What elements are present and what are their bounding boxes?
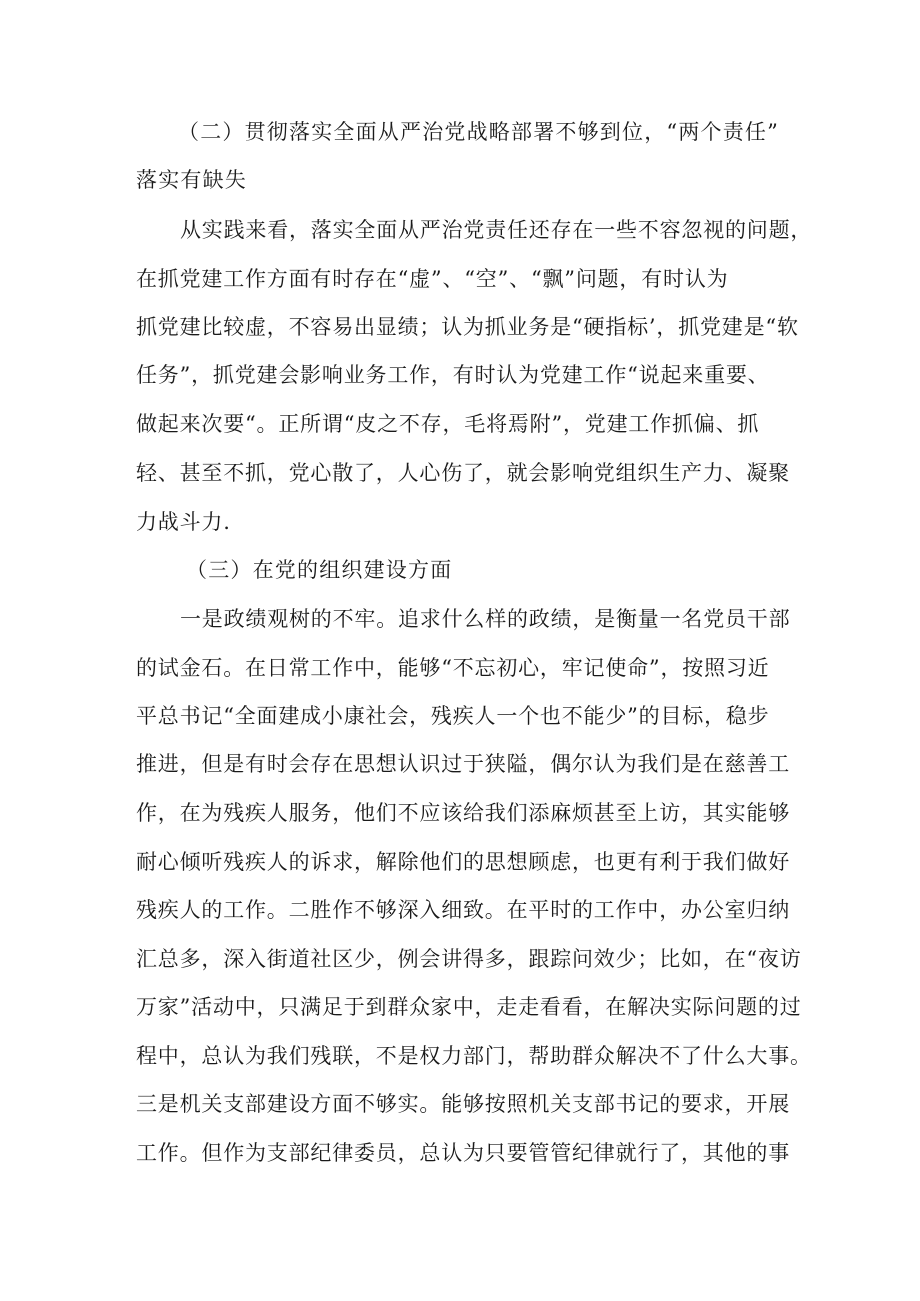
section-three-body-line-12: 工作。但作为支部纪律委员，总认为只要管管纪律就行了，其他的事: [136, 1141, 790, 1165]
section-three-body-line-9: 万家”活动中，只满足于到群众家中，走走看看，在解决实际问题的过: [136, 995, 802, 1019]
section-three-body-line-7: 残疾人的工作。二胜作不够深入细致。在平时的工作中，办公室归纳: [136, 898, 790, 922]
section-three-body-line-2: 的试金石。在日常工作中，能够“不忘初心，牢记使命”，按照习近: [136, 656, 770, 680]
section-three-heading: （三）在党的组织建设方面: [186, 558, 453, 582]
section-two-body-line-5: 做起来次要“。正所谓“皮之不存，毛将焉附”，党建工作抓偏、抓: [136, 412, 760, 436]
section-three-body-line-5: 作，在为残疾人服务，他们不应该给我们添麻烦甚至上访，其实能够: [136, 801, 790, 825]
section-three-body-line-10: 程中，总认为我们残联，不是权力部门，帮助群众解决不了什么大事。: [136, 1044, 812, 1068]
section-three-body-line-4: 推进，但是有时会存在思想认识过于狭隘，偶尔认为我们是在慈善工: [136, 752, 790, 776]
section-three-body-line-3: 平总书记“全面建成小康社会，残疾人一个也不能少”的目标，稳步: [136, 704, 770, 728]
section-two-body-line-6: 轻、甚至不抓，党心散了，人心伤了，就会影响党组织生产力、凝聚: [136, 461, 790, 485]
section-two-heading-line-1: （二）贯彻落实全面从严治党战略部署不够到位，“两个责任”: [178, 120, 780, 144]
section-three-body-line-6: 耐心倾听残疾人的诉求，解除他们的思想顾虑，也更有利于我们做好: [136, 850, 790, 874]
section-two-body-line-4: 任务”，抓党建会影响业务工作，有时认为党建工作“说起来重要、: [136, 363, 770, 387]
section-two-body-line-7: 力战斗力.: [136, 510, 231, 534]
section-two-body-line-1: 从实践来看，落实全面从严治党责任还存在一些不容忽视的问题，: [180, 218, 813, 242]
section-two-body-line-2: 在抓党建工作方面有时存在“虚”、“空”、“飘”问题，有时认为: [136, 267, 729, 291]
section-three-body-line-1: 一是政绩观树的不牢。追求什么样的政绩，是衡量一名党员干部: [180, 607, 791, 631]
section-two-body-line-3: 抓党建比较虚，不容易出显绩；认为抓业务是“硬指标’，抓党建是“软: [136, 315, 799, 339]
section-two-heading-line-2: 落实有缺失: [136, 168, 247, 192]
section-three-body-line-11: 三是机关支部建设方面不够实。能够按照机关支部书记的要求，开展: [136, 1092, 790, 1116]
section-three-body-line-8: 汇总多，深入街道社区少，例会讲得多，跟踪问效少；比如，在“夜访: [136, 947, 802, 971]
